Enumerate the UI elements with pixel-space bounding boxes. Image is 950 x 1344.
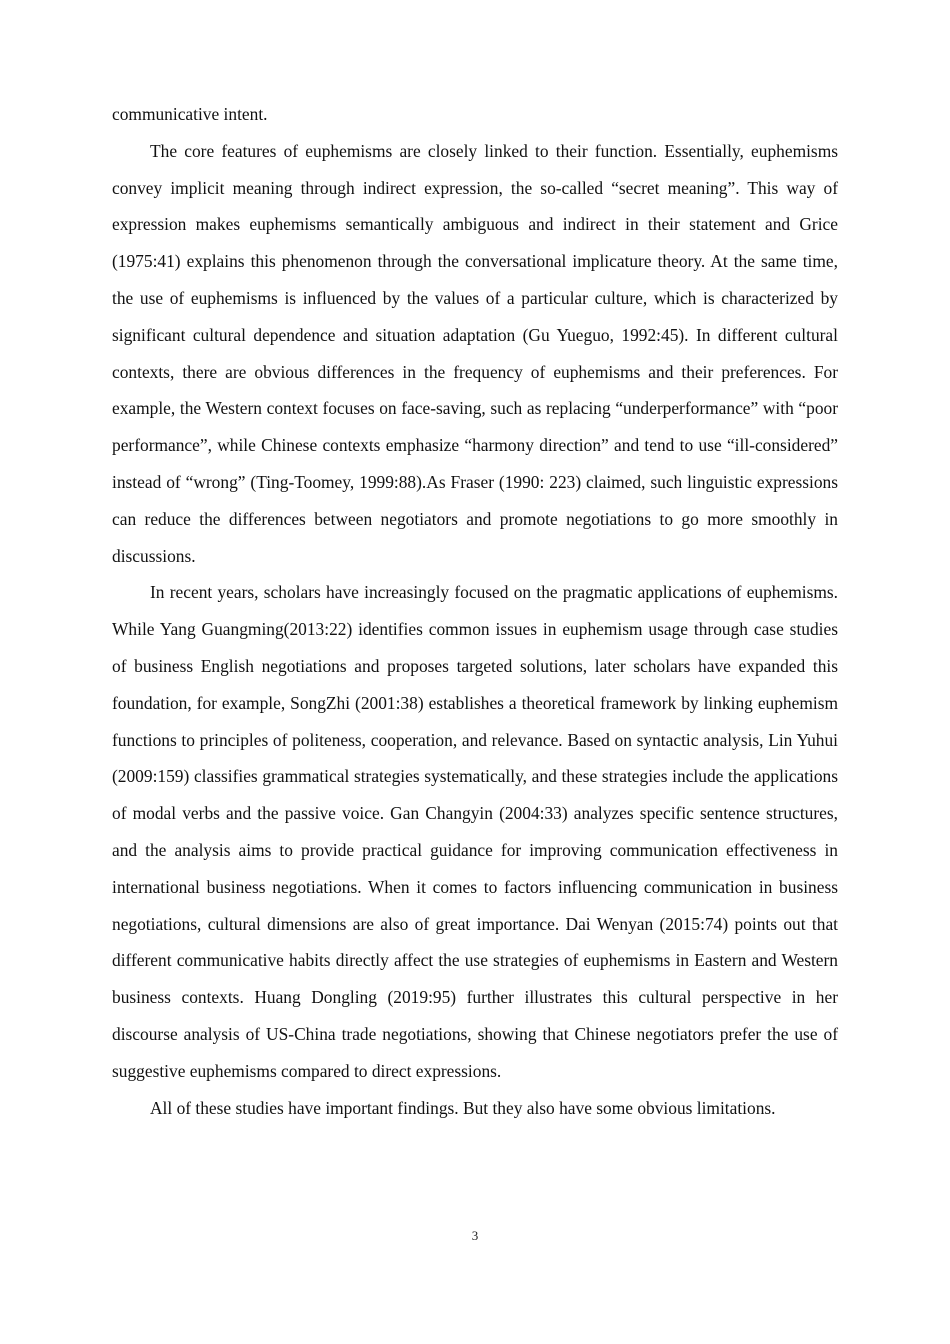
- page-body-text: [112, 96, 838, 1126]
- paragraph-studies-limitations: All of these studies have important findings. But they also have some obvious limitations.: [150, 1097, 776, 1118]
- paragraph-core-features-of-euphemisms: The core features of euphemisms are closely linked to their function. Essentially, euphemisms convey implicit meaning through indirect expression, the so-called “secret meaning”. This way of expression makes euphemisms semantically ambiguous and indirect in their statement and Grice (1975:41) explains this phenomenon through the conversational implicature theory. At the same time, the use of euphemisms is influenced by the values of a particular culture, which is characterized by significant cultural dependence and situation adaptation (Gu Yueguo, 1992:45). In different cultural contexts, there are obvious differences in the frequency of euphemisms and their preferences. For example, the Western context focuses on face-saving, such as replacing “underperformance” with “poor performance”, while Chinese contexts emphasize “harmony direction” and tend to use “ill-considered” instead of “wrong” (Ting-Toomey, 1999:88).As Fraser (1990: 223) claimed, such linguistic expressions can reduce the differences between negotiators and promote negotiations to go more smoothly in discussions.: [112, 140, 838, 566]
- page-number: 3: [471, 1228, 479, 1243]
- paragraph-communicative-intent: communicative intent.: [112, 104, 268, 124]
- paragraph-recent-years-pragmatic-applications: In recent years, scholars have increasingly focused on the pragmatic applications of euphemisms. While Yang Guangming(2013:22) identifies common issues in euphemism usage through case studies of business English negotiations and proposes targeted solutions, later scholars have expanded this foundation, for example, SongZhi (2001:38) establishes a theoretical framework by linking euphemism functions to principles of politeness, cooperation, and relevance. Based on syntactic analysis, Lin Yuhui (2009:159) classifies grammatical strategies systematically, and these strategies include the applications of modal verbs and the passive voice. Gan Changyin (2004:33) analyzes specific sentence structures, and the analysis aims to provide practical guidance for improving communication effectiveness in international business negotiations. When it comes to factors influencing communication in business negotiations, cultural dimensions are also of great importance. Dai Wenyan (2015:74) points out that different communicative habits directly affect the use strategies of euphemisms in Eastern and Western business contexts. Huang Dongling (2019:95) further illustrates this cultural perspective in her discourse analysis of US-China trade negotiations, showing that Chinese negotiators prefer the use of suggestive euphemisms compared to direct expressions.: [112, 582, 838, 1081]
